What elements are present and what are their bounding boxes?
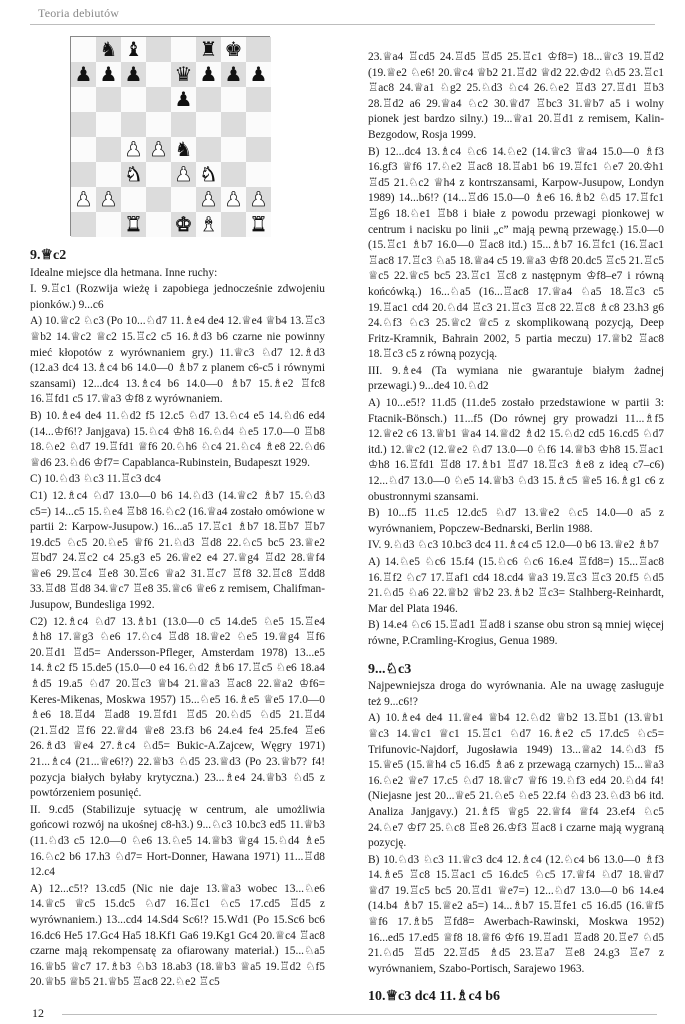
board-square <box>146 137 171 162</box>
board-square <box>96 37 121 62</box>
board-square <box>121 162 146 187</box>
header-rule <box>30 24 655 25</box>
board-square <box>146 187 171 212</box>
white-pawn-icon: ♟ <box>74 187 93 211</box>
board-square <box>71 212 96 237</box>
board-square <box>146 162 171 187</box>
board-square <box>171 112 196 137</box>
paragraph: C1) 12.♗c4 ♘d7 13.0—0 b6 14.♘d3 (14.♕c2 ♗b7 15.♘d3 c5=) 14...c5 15.♘e4 ♖b8 16.♘c2 (16.♕a4 zostało omówione w partii 2: Karpow-Jusupow.) 16...a5 17.♖c1 ♗b7 18.♖b7 ♖b7 19.dc5 ♘c5 20.♘e5 ♕f6 21.♘d3 ♖d8 22.♘c5 bc5 23.♕e2 ♖bd7 24.♖c2 c4 25.g3 e5 26.♕e2 e4 27.♕g4 ♖d2 28.♕f4 ♕e6 29.♖c4 ♖e8 30.♖c6 ♕a2 31.♖c7 ♖f8 32.♖c8 ♖dd8 33.♖d8 ♖d8 34.♕c7 ♖e8 35.♕c6 ♕e6 z remisem, Chalifman-Jusupow, Bundesliga 1992. <box>30 489 325 612</box>
paragraph: I. 9.♖c1 (Rozwija wieżę i zapobiega jednocześnie zdwojeniu pionków.) 9...c6 <box>30 283 325 311</box>
board-square <box>146 112 171 137</box>
footer-rule <box>62 1014 657 1015</box>
paragraph: A) 10...e5!? 11.d5 (11.de5 zostało przedstawione w partii 3: Ftacnik-Bönsch.) 11...f5 (Do równej gry prowadzi 11...♗f5 12.♕e2 c6 13.♕b1 ♕a4 14.♕d2 ♗d2 15.♘d2 cd5 16.cd5 ♘d7 itd.) 12.♕c2 (12.♕e2 ♘d7 13.0—0 ♘f6 14.♕b3 ♔h8 15.♖ac1 ♔h8 16.♖fd1 ♖d8 17.♗b1 ♖d7 18.♖c3 ♗e8 z ideą c7–c6) 12...♘d7 13.0—0 ♘e5 14.♕b3 ♘d3 15.♗c5 ♕e5 16.♗g1 c6 z obustronnymi szansami. <box>368 397 664 503</box>
board-square <box>71 187 96 212</box>
paragraph: B) 14.e4 ♘c6 15.♖ad1 ♖ad8 i szanse obu stron są mniej więcej równe, P.Cramling-Krogius, Genua 1989. <box>368 619 664 647</box>
board-square <box>121 187 146 212</box>
white-king-icon: ♚ <box>174 212 193 236</box>
board-square <box>71 162 96 187</box>
board-square <box>221 212 246 237</box>
black-rook-icon: ♜ <box>199 37 218 61</box>
board-square <box>146 37 171 62</box>
board-square <box>171 162 196 187</box>
black-pawn-icon: ♟ <box>174 87 193 111</box>
board-square <box>121 37 146 62</box>
black-pawn-icon: ♟ <box>74 62 93 86</box>
board-square <box>221 112 246 137</box>
paragraph: A) 10.♗e4 de4 11.♕e4 ♕b4 12.♘d2 ♕b2 13.♖b1 (13.♕b1 ♕c3 14.♕c1 ♕c1 15.♖c1 ♘d7 16.♗e2 c5 17.dc5 ♘c5= Trifunovic-Najdorf, Jugosławia 1949) 13...♕a2 14.♘d3 f5 15.♕e5 (15.♕h4 c5 16.d5 ♗a6 z przewagą czarnych) 15...♕a3 16.♘e2 ♕e7 17.c5 ♘d7 18.♕c7 ♕f6 19.♘f3 ed4 20.♘d4 f4! (Niejasne jest 20...♕e5 21.♘e5 ♘e5 22.f4 ♘d3 23.♘d3 b6 itd. Analiza Janjgavy.) 21.♗f5 ♕g5 22.♕f4 ♕f4 23.ef4 ♘c5 24.♘e7 ♔f7 25.♘c8 ♖e8 26.♔f3 ♖ac8 i czarne mają wygraną pozycję. <box>368 712 664 850</box>
board-square <box>196 187 221 212</box>
board-square <box>171 87 196 112</box>
board-square <box>96 137 121 162</box>
move-heading-2: 9...♘c3 <box>368 661 412 677</box>
board-square <box>96 212 121 237</box>
white-knight-icon: ♞ <box>199 162 218 186</box>
board-square <box>71 62 96 87</box>
board-square <box>171 137 196 162</box>
board-square <box>96 112 121 137</box>
white-pawn-icon: ♟ <box>99 187 118 211</box>
paragraph: III. 9.♗e4 (Ta wymiana nie gwarantuje białym żadnej przewagi.) 9...de4 10.♘d2 <box>368 364 664 393</box>
white-pawn-icon: ♟ <box>149 137 168 161</box>
board-square <box>246 212 271 237</box>
board-square <box>171 62 196 87</box>
board-square <box>221 37 246 62</box>
paragraph: B) 10.♘d3 ♘c3 11.♕c3 dc4 12.♗c4 (12.♘c4 b6 13.0—0 ♗f3 14.♗e5 ♖c8 15.♖ac1 c5 16.dc5 ♘c5 17.♕f4 ♘d7 18.♕d7 ♕d7 19.♖c5 bc5 20.♖d1 ♕e7=) 12...♘d7 13.0—0 b6 14.e4 (14.b4 ♗b7 15.♕e2 a5=) 14...♗b7 15.♖fe1 c5 16.d5 (16.♕f5 ♕f6 17.♗b5 ♖fd8= Awerbach-Rawinski, Moskwa 1952) 16...ed5 17.ed5 ♕f8 18.♕f6 ♔f6 19.♖ad1 ♖ad8 20.♖e7 ♘d5 21.♘d5 ♖d5 22.♖d5 ♗d5 23.♖a7 ♖e8 24.g3 ♖e7 z wyrównaniem, Szabo-Portisch, Sarajewo 1963. <box>368 853 664 975</box>
board-square <box>246 112 271 137</box>
paragraph: B) 12...dc4 13.♗c4 ♘c6 14.♘e2 (14.♕c3 ♕a4 15.0—0 ♗f3 16.gf3 ♕f6 17.♘e2 ♖ac8 18.♖ab1 b6 19.♖fc1 ♘e7 20.♔h1 ♖d5 21.♘c2 ♕h4 z kontrszansami, Karpow-Jusupow, Londyn 1989) 14...b6!? (14...♖d6 15.0—0 ♗e6 16.♗b2 ♘d5 17.♖fc1 ♖g6 18.♘e1 ♖b8 i białe z powodu przewagi pionkowej w centrum i nacisku po linii „c” mają pewną przewagę.) 15.0—0 (15.♖c1 ♗b7 16.0—0 ♖ac8 itd.) 15...♗b7 16.♖fc1 (16.♖ac1 ♖ac8 17.♖c3 ♘a5 18.♕a4 c5 19.♕a3 ♔f8 20.dc5 ♖c5 21.♖c5 ♕c5 22.♕c5 bc5 23.♖c1 ♖c8 z następnym ♔f8–e7 i równą końcówką.) 16...♘a5 (16...♖ac8 17.♕a4 ♘a5 18.♖c3 c5 19.♖ac1 cd4 20.♘d4 ♖c3 21.♖c3 ♖c8 22.♖c8 ♗c8 23.h3 g6 24.♘f3 ♘c3 25.♕c2 ♕c5 z skomplikowaną pozycją, Deep Fritz-Kramnik, Bahrain 2002, 5 partia meczu) 17.♕b2 ♖ac8 18.♖c3 c5 z równą pozycją. <box>368 145 664 361</box>
paragraph: Idealne miejsce dla hetmana. Inne ruchy: <box>30 266 218 279</box>
board-square <box>96 187 121 212</box>
board-square <box>96 62 121 87</box>
paragraph: A) 10.♕c2 ♘c3 (Po 10...♘d7 11.♗e4 de4 12.♕e4 ♕b4 13.♖c3 ♕b2 14.♕c2 ♕c2 15.♖c2 c5 16.♗d3 b6 czarne nie powinny mieć kłopotów z wyrównaniem gry.) 11.♕c3 ♘d7 12.♗d3 (12.a3 dc4 13.♗c4 b6 14.0—0 ♗b7 z planem c6-c5 i równymi szansami) 12...dc4 13.♗c4 b6 14.0—0 ♗b7 15.♗e2 ♖fc8 16.♖fd1 c5 17.♕a3 ♔f8 z wyrównaniem. <box>30 315 325 406</box>
board-square <box>196 137 221 162</box>
chess-board <box>70 36 270 236</box>
board-square <box>196 62 221 87</box>
black-pawn-icon: ♟ <box>249 62 268 86</box>
right-column <box>368 50 664 1007</box>
white-knight-icon: ♞ <box>124 162 143 186</box>
board-square <box>221 137 246 162</box>
board-square <box>196 212 221 237</box>
left-text <box>30 266 325 991</box>
board-square <box>171 187 196 212</box>
black-pawn-icon: ♟ <box>224 62 243 86</box>
board-square <box>121 137 146 162</box>
chess-diagram <box>70 36 270 236</box>
board-square <box>146 212 171 237</box>
board-square <box>71 112 96 137</box>
paragraph: II. 9.cd5 (Stabilizuje sytuację w centrum, ale umożliwia gońcowi rozwój na ukośnej c8-h3.) 9...♘c3 10.bc3 ed5 11.♕b3 (11.♘d3 c5 12.0—0 ♘e6 13.♘e5 14.♕b3 ♕g4 15.♘d4 ♗e5 16.♘c2 b6 17.h3 ♘d7= Hort-Donner, Hawana 1971) 11...♖d8 12.c4 <box>30 803 325 879</box>
board-square <box>121 212 146 237</box>
black-knight-icon: ♞ <box>174 137 193 161</box>
black-pawn-icon: ♟ <box>99 62 118 86</box>
board-square <box>246 87 271 112</box>
board-square <box>221 187 246 212</box>
board-square <box>196 162 221 187</box>
board-square <box>146 87 171 112</box>
board-square <box>121 62 146 87</box>
black-knight-icon: ♞ <box>99 37 118 61</box>
paragraph: C) 10.♘d3 ♘c3 11.♖c3 dc4 <box>30 473 161 486</box>
board-square <box>221 62 246 87</box>
board-square <box>146 62 171 87</box>
black-queen-icon: ♛ <box>174 62 193 86</box>
paragraph: B) 10.♗e4 de4 11.♘d2 f5 12.c5 ♘d7 13.♘c4 e5 14.♘d6 ed4 (14...♔f6!? Janjgava) 15.♘c4 ♔h8 16.♘d4 ♘e5 17.0—0 ♖b8 18.♘e2 ♘d7 19.♖fd1 ♕f6 20.♘h6 ♘c4 21.♘c4 ♗e8 22.♘d6 ♕d6 23.♘d6 ♔f7= Capablanca-Rubinstein, Budapeszt 1929. <box>30 409 325 469</box>
board-square <box>121 87 146 112</box>
board-square <box>221 87 246 112</box>
paragraph: IV. 9.♘d3 ♘c3 10.bc3 dc4 11.♗c4 c5 12.0—0 b6 13.♕e2 ♗b7 <box>368 539 659 552</box>
board-square <box>96 162 121 187</box>
board-square <box>121 112 146 137</box>
board-square <box>246 137 271 162</box>
paragraph: 23.♕a4 ♖cd5 24.♖d5 ♖d5 25.♖c1 ♔f8=) 18...♕c3 19.♖d2 (19.♕e2 ♘e6! 20.♕c4 ♕b2 21.♖d2 ♕d2 22.♔d2 ♘d5 23.♖c1 ♖ac8 24.♕a1 ♘g2 25.♘d3 ♘c4 26.♘e2 ♖d3 27.♖d1 ♖b3 28.♖d2 a6 29.♕a4 ♘c2 30.♕d7 ♖bc3 31.♕b7 a5 i wolny pionek jest bardzo silny.) 19...♕a1 20.♖d1 z remisem, Kalin-Bezgodow, Rosja 1999. <box>368 51 664 141</box>
board-square <box>246 37 271 62</box>
left-column <box>30 32 325 992</box>
right-text <box>368 50 664 650</box>
board-square <box>171 37 196 62</box>
paragraph: Najpewniejsza droga do wyrównania. Ale na uwagę zasługuje też 9...c6!? <box>368 680 664 708</box>
paragraph: C2) 12.♗c4 ♘d7 13.♗b1 (13.0—0 c5 14.de5 ♘e5 15.♖e4 ♗h8 17.♕g3 ♘e6 17.♘c4 ♖d8 18.♕e2 ♘e5 19.♕g4 ♖f6 20.♖d1 ♖d5= Andersson-Pfleger, Amsterdam 1978) 13...e5 14.♗c2 f5 15.de5 (15.0—0 e4 16.♘d2 ♗b6 17.♖c5 ♘e6 18.a4 ♗d5 19.a5 ♘d7 20.♖c3 ♕b4 21.♕a3 ♖ac8 22.♕a2 ♔f6= Keres-Mikenas, Moskwa 1957) 15...♘e5 16.♗e5 ♕e5 17.0—0 ♗e6 18.♖d4 ♖ad8 19.♖fd1 ♖d5 20.♘d5 ♘d5 21.♖d4 (21.♖d2 ♖f6 22.♕d4 ♕e8 23.f3 b6 24.e4 fe4 25.fe4 ♖e6 26.♗d3 ♕e4 27.♗c4 ♘d5= Bukic-A.Zajcew, Węgry 1971) 21...♗c4 (21...♕e6!?) 22.♕b3 ♘d5 23.♕d3 (Po 23.♕b7? f4! pozycja białych byłaby krytyczna.) 23...♗e4 24.♕b3 ♘d5 z powtórzeniem posunięć. <box>30 615 325 800</box>
board-square <box>71 137 96 162</box>
white-pawn-icon: ♟ <box>249 187 268 211</box>
black-pawn-icon: ♟ <box>124 62 143 86</box>
board-square <box>71 37 96 62</box>
board-square <box>246 187 271 212</box>
white-pawn-icon: ♟ <box>124 137 143 161</box>
white-bishop-icon: ♝ <box>199 212 218 236</box>
board-square <box>246 62 271 87</box>
white-pawn-icon: ♟ <box>174 162 193 186</box>
page-number: 12 <box>32 1006 44 1020</box>
board-square <box>196 112 221 137</box>
board-square <box>196 87 221 112</box>
white-pawn-icon: ♟ <box>224 187 243 211</box>
running-head: Teoria debiutów <box>38 6 120 20</box>
board-square <box>196 37 221 62</box>
move-heading-3: 10.♕c3 dc4 11.♗c4 b6 <box>368 989 501 1005</box>
paragraph: A) 12...c5!? 13.cd5 (Nic nie daje 13.♕a3 wobec 13...♘e6 14.♕c5 ♕c5 15.dc5 ♘d7 16.♖c1 ♘c5 17.cd5 ♖d5 z wyrównaniem.) 13...cd4 14.Sd4 Sc6!? 15.Wd1 (Po 15.Sc6 bc6 16.dc6 He5 17.Gc4 Ha5 18.Kf1 Ga6 19.Kg1 Gc4 20.♕c4 ♖ac8 czarne mają rekompensatę za ofiarowany materiał.) 15...♘a5 16.♕b5 ♕c7 17.♗b3 ♘b3 18.ab3 (18.♕b3 ♕a5 19.♖d2 ♘f5 20.♕b5 ♕b5 21.♕b5 ♖ac8 22.♘e2 ♖c5 <box>30 882 325 989</box>
board-square <box>96 87 121 112</box>
board-square <box>71 87 96 112</box>
board-square <box>221 162 246 187</box>
white-rook-icon: ♜ <box>124 212 143 236</box>
board-square <box>246 162 271 187</box>
right-text-2 <box>368 679 664 977</box>
paragraph: B) 10...f5 11.c5 12.dc5 ♘d7 13.♕e2 ♘c5 14.0—0 a5 z wyrównaniem, Popczew-Bednarski, Berlin 1988. <box>368 507 664 535</box>
paragraph: A) 14.♘e5 ♘c6 15.f4 (15.♘c6 ♘c6 16.e4 ♖fd8=) 15...♖ac8 16.♖f2 ♘c7 17.♖af1 cd4 18.cd4 ♕a3 19.♖c3 ♖c3 20.f5 ♘d5 21.♘d5 ♘a6 22.♕b2 ♕b2 23.♗b2 ♖c3= Stalhberg-Reinhardt, Mar del Plata 1946. <box>368 556 664 615</box>
move-heading: 9.♕c2 <box>30 248 67 263</box>
board-square <box>171 212 196 237</box>
white-rook-icon: ♜ <box>249 212 268 236</box>
black-king-icon: ♚ <box>224 37 243 61</box>
white-pawn-icon: ♟ <box>199 187 218 211</box>
black-pawn-icon: ♟ <box>199 62 218 86</box>
black-bishop-icon: ♝ <box>124 37 143 61</box>
